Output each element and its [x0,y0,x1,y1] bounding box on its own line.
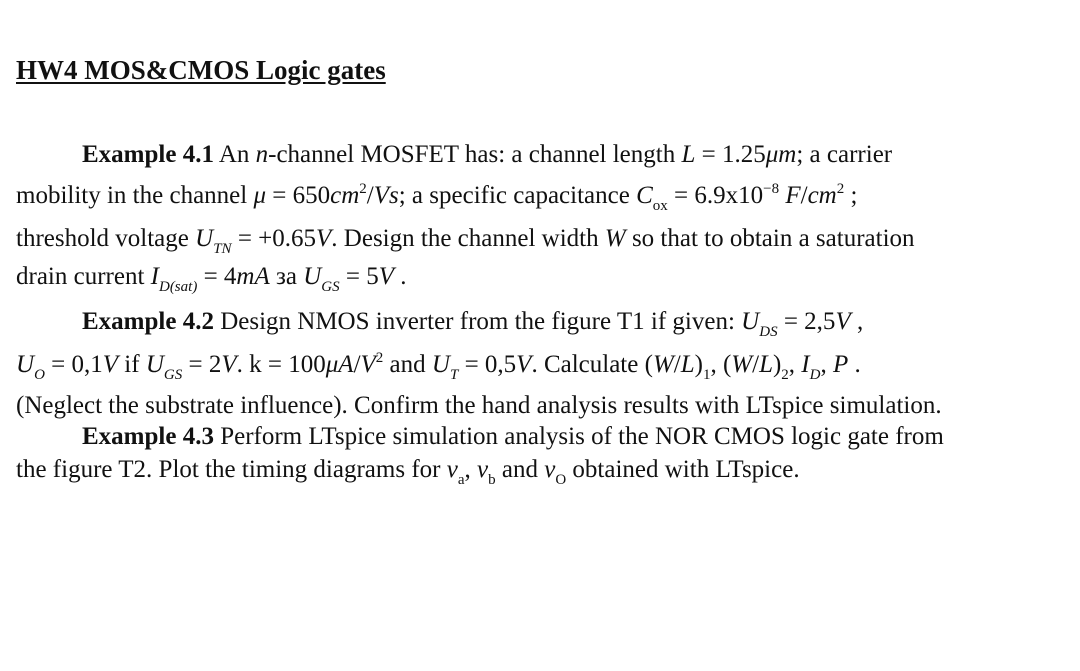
math-var: P [832,351,849,378]
math-var: μ [253,182,267,209]
text-segment: so that to obtain a saturation [625,225,915,252]
text-segment: ) [772,351,782,378]
math-unit: F [785,182,801,209]
text-segment: = 2 [182,351,222,378]
subscript: D(sat) [158,279,198,295]
example-4-2-line-3: (Neglect the substrate influence). Confirm the hand analysis results with LTspice simulation. [16,392,942,419]
text-segment: / [366,182,374,209]
text-segment: = 5 [339,263,379,290]
math-unit: V [516,351,532,378]
math-var: U [431,351,450,378]
subscript: O [34,367,45,383]
text-segment: Perform LTspice simulation analysis of the NOR CMOS logic gate from [213,423,944,450]
text-segment: . [394,263,407,290]
text-segment: / [800,182,808,209]
text-segment: . k = 100 [236,351,326,378]
subscript: DS [759,324,778,340]
subscript: TN [213,241,232,257]
text-segment: ; a specific capacitance [398,182,637,209]
text-segment: . Design the channel width [331,225,605,252]
math-unit: V [835,308,851,335]
subscript: ox [652,198,668,214]
text-segment: , [850,308,864,335]
subscript: 2 [781,367,789,383]
text-segment: ) [694,351,703,378]
math-var: W [652,351,674,378]
text-segment: ; [844,182,858,209]
math-unit: μm [765,141,797,168]
example-4-1-line-4 [16,262,407,295]
text-segment: obtained with LTspice. [566,456,800,483]
math-unit: cm [807,182,837,209]
math-unit: V [102,351,119,378]
text-segment: the figure T2. Plot the timing diagrams for [16,456,447,483]
text-segment: / [353,351,361,378]
math-unit: V [378,263,395,290]
math-var: L [680,351,695,378]
text-segment: = 2,5 [777,308,836,335]
example-4-3-label: Example 4.3 [82,423,214,450]
math-var: U [145,351,164,378]
example-4-2-label: Example 4.2 [82,308,214,335]
text-segment: = 0,1 [44,351,103,378]
math-var: C [636,182,653,209]
math-var: U [303,263,322,290]
subscript: b [488,472,496,488]
math-var: v [446,456,458,483]
subscript: D [809,367,821,383]
math-unit: V [360,351,376,378]
subscript: 1 [702,367,711,383]
example-4-1-label: Example 4.1 [82,141,214,168]
subscript: GS [321,279,340,295]
text-segment: = 4 [197,263,237,290]
text-segment: and [495,456,545,483]
superscript: 2 [836,181,845,197]
text-segment: . [848,351,861,378]
text-segment: -channel MOSFET has: a channel length [268,141,682,168]
text-segment: and [383,351,432,378]
text-segment: = 0,5 [458,351,517,378]
text-segment: , [820,351,833,378]
text-segment: = 6.9x10 [667,182,764,209]
math-unit: V [316,225,332,252]
text-segment: Design NMOS inverter from the figure T1 if given: [213,308,742,335]
superscript: −8 [763,181,780,197]
subscript: GS [163,367,183,383]
text-segment: ; a carrier [796,141,893,168]
document-title: HW4 MOS&CMOS Logic gates [16,55,386,85]
example-4-3-line-1 [82,422,944,452]
superscript: 2 [375,350,384,366]
text-segment: . Calculate ( [531,351,653,378]
text-segment: , [788,351,802,378]
text-segment: if [118,351,146,378]
math-var: n [255,141,269,168]
text-segment: , ( [710,351,732,378]
math-var: U [741,308,760,335]
math-var: I [801,351,810,378]
math-var: v [544,456,556,483]
text-segment: за [269,263,304,290]
subscript: O [555,472,567,488]
text-segment: An [213,141,256,168]
math-var: v [477,456,489,483]
example-4-2-line-2 [16,350,861,383]
text-segment: , [464,456,477,483]
math-var: U [195,225,214,252]
text-segment: / [673,351,681,378]
text-segment: drain current [16,263,151,290]
text-segment: = 650 [266,182,331,209]
text-segment: threshold voltage [16,225,196,252]
math-var: L [681,141,696,168]
math-var: U [16,351,35,378]
text-segment: mobility in the channel [16,182,254,209]
subscript: T [449,367,459,383]
text-segment: / [752,351,760,378]
math-unit: cm [330,182,360,209]
example-4-1-line-2 [16,181,858,214]
example-4-1-line-1 [82,140,892,170]
example-4-3-line-2 [16,455,800,488]
math-unit: Vs [373,182,399,209]
math-unit: mA [236,263,270,290]
example-4-2-line-1 [82,307,864,340]
example-4-1-line-3 [16,224,915,257]
math-var: L [759,351,773,378]
subscript: a [457,472,465,488]
math-var: I [150,263,159,290]
superscript: 2 [359,181,367,197]
math-unit: V [221,351,237,378]
math-unit: μA [325,351,354,378]
math-var: W [604,225,626,252]
math-var: W [731,351,753,378]
text-segment: = 1.25 [695,141,766,168]
text-segment: = +0.65 [231,225,317,252]
